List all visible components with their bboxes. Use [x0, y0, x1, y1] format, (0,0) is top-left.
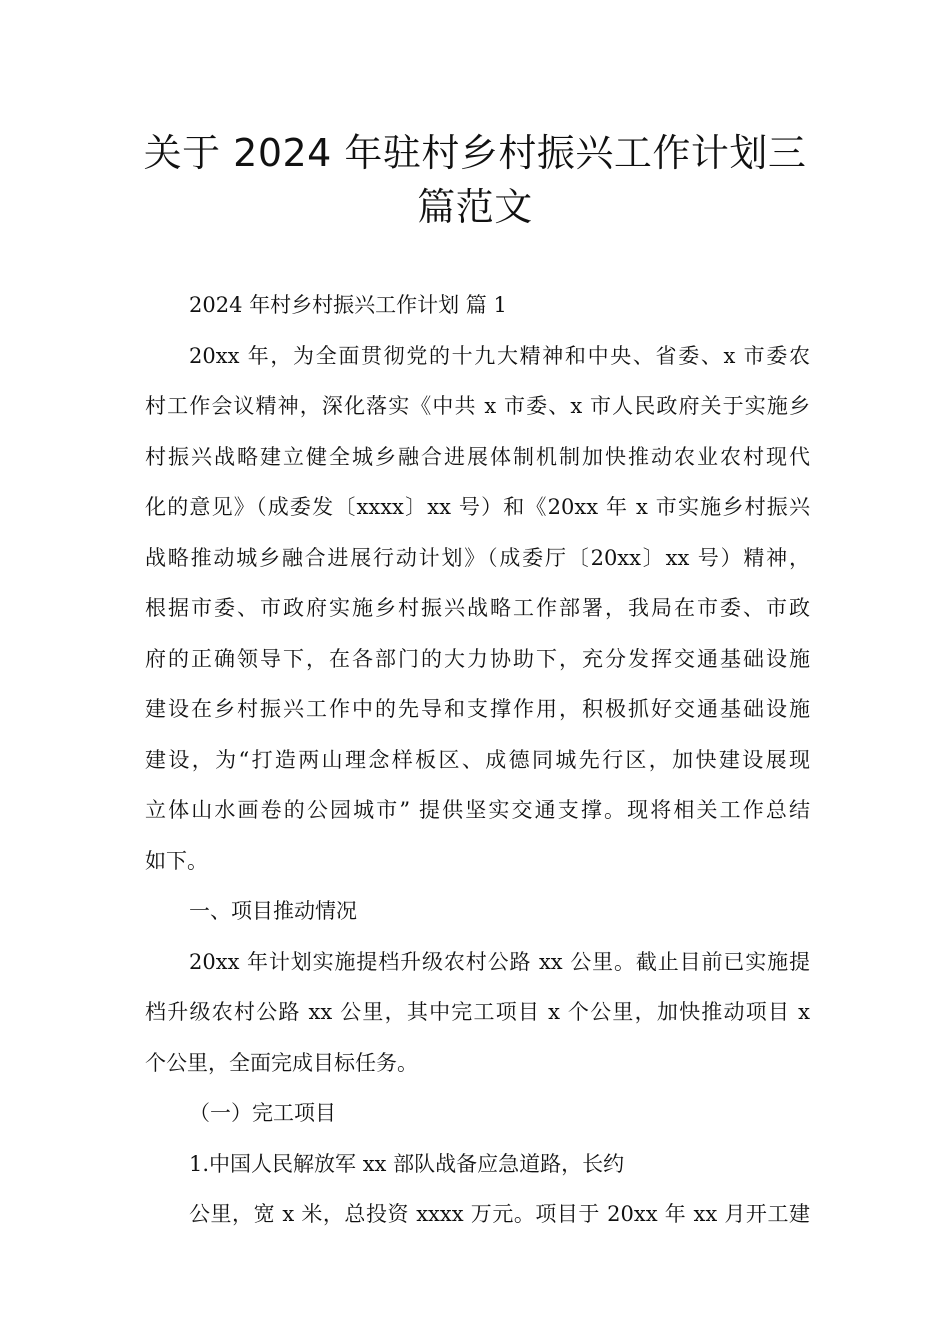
title-line: 关于 2024 年驻村乡村振兴工作计划三 — [143, 131, 807, 175]
paragraph-line: 如下。 — [145, 848, 208, 873]
paragraph-line: 档升级农村公路 xx 公里，其中完工项目 x 个公里，加快推动项目 x — [145, 1000, 810, 1024]
paragraph-line: 立体山水画卷的公园城市” 提供坚实交通支撑。现将相关工作总结 — [145, 798, 810, 822]
document-body — [145, 280, 810, 1240]
subsection-heading: （一）完工项目 — [189, 1101, 336, 1125]
paragraph-line: 建设在乡村振兴工作中的先导和支撑作用，积极抓好交通基础设施 — [145, 697, 810, 721]
paragraph-line: 20xx 年，为全面贯彻党的十九大精神和中央、省委、x 市委农 — [189, 343, 810, 368]
paragraph-line: 1.中国人民解放军 xx 部队战备应急道路，长约 — [189, 1151, 625, 1176]
section-heading: 一、项目推动情况 — [189, 899, 357, 923]
paragraph-line: 战略推动城乡融合进展行动计划》（成委厅〔20xx〕xx 号）精神， — [145, 545, 810, 570]
paragraph-line: 府的正确领导下，在各部门的大力协助下，充分发挥交通基础设施 — [145, 646, 810, 671]
paragraph-line: 根据市委、市政府实施乡村振兴战略工作部署，我局在市委、市政 — [145, 596, 810, 620]
paragraph-line: 化的意见》（成委发〔xxxx〕xx 号）和《20xx 年 x 市实施乡村振兴 — [145, 495, 810, 519]
paragraph-line: 建设，为“打造两山理念样板区、成德同城先行区，加快建设展现 — [145, 747, 810, 772]
paragraph-line: 个公里，全面完成目标任务。 — [145, 1050, 418, 1075]
paragraph-line: 公里，宽 x 米，总投资 xxxx 万元。项目于 20xx 年 xx 月开工建 — [189, 1202, 810, 1226]
title-line: 篇范文 — [417, 185, 533, 229]
document-title — [100, 126, 850, 234]
paragraph-line: 20xx 年计划实施提档升级农村公路 xx 公里。截止目前已实施提 — [189, 949, 810, 974]
section-heading: 2024 年村乡村振兴工作计划 篇 1 — [189, 293, 507, 317]
paragraph-line: 村工作会议精神，深化落实《中共 x 市委、x 市人民政府关于实施乡 — [145, 394, 810, 418]
paragraph-line: 村振兴战略建立健全城乡融合进展体制机制加快推动农业农村现代 — [145, 444, 810, 469]
